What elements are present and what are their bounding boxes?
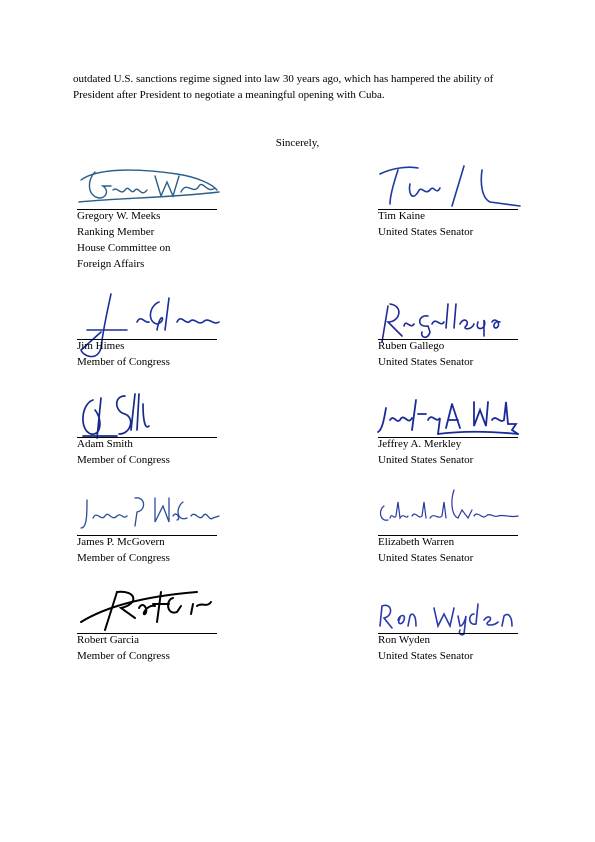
- signer-name: Gregory W. Meeks: [77, 210, 161, 222]
- signer-details: [77, 632, 170, 664]
- signer-name: Jim Himes: [77, 340, 125, 352]
- signer-title: Member of Congress: [77, 552, 170, 564]
- signature-block-warren: [378, 488, 538, 568]
- signature-block-merkley: [378, 390, 538, 470]
- handwritten-signature: [77, 162, 222, 212]
- signer-name: Jeffrey A. Merkley: [378, 438, 462, 450]
- handwritten-signature: [378, 292, 523, 342]
- signer-details: [77, 208, 171, 272]
- closing-salutation: Sincerely,: [275, 137, 320, 149]
- signer-details: [378, 208, 473, 240]
- signer-title: United States Senator: [378, 226, 474, 238]
- signer-details: [378, 632, 473, 664]
- handwritten-signature: [77, 292, 222, 342]
- signer-name: Ron Wyden: [378, 634, 430, 646]
- handwritten-signature: [77, 390, 222, 440]
- signer-title: Ranking Member: [77, 226, 155, 238]
- signer-name: James P. McGovern: [77, 536, 165, 548]
- signature-block-garcia: [77, 586, 237, 666]
- signature-block-wyden: [378, 586, 538, 666]
- signer-title: Member of Congress: [77, 454, 170, 466]
- signer-title: United States Senator: [378, 356, 474, 368]
- signer-details: [77, 534, 170, 566]
- signer-title: United States Senator: [378, 650, 474, 662]
- signature-block-gallego: [378, 292, 538, 372]
- signature-block-kaine: [378, 162, 538, 242]
- signature-block-smith: [77, 390, 237, 470]
- handwritten-signature: [77, 586, 222, 636]
- signer-name: Tim Kaine: [378, 210, 425, 222]
- signer-details: [378, 534, 473, 566]
- body-paragraph: outdated U.S. sanctions regime signed into law 30 years ago, which has hampered the ability of President after President to negotiate a meaningful opening with Cuba.: [73, 73, 494, 101]
- signer-details: [77, 338, 170, 370]
- signer-name: Ruben Gallego: [378, 340, 445, 352]
- signature-block-himes: [77, 292, 237, 372]
- signer-title: United States Senator: [378, 454, 474, 466]
- signer-title: Foreign Affairs: [77, 258, 145, 270]
- signature-block-mcgovern: [77, 488, 237, 568]
- signer-details: [77, 436, 170, 468]
- handwritten-signature: [378, 162, 523, 212]
- handwritten-signature: [77, 488, 222, 538]
- signer-details: [378, 436, 473, 468]
- signer-name: Adam Smith: [77, 438, 133, 450]
- signer-title: Member of Congress: [77, 356, 170, 368]
- handwritten-signature: [378, 390, 523, 440]
- signature-block-meeks: [77, 162, 237, 272]
- signer-title: Member of Congress: [77, 650, 170, 662]
- signer-title: United States Senator: [378, 552, 474, 564]
- signer-name: Robert Garcia: [77, 634, 139, 646]
- signer-details: [378, 338, 473, 370]
- handwritten-signature: [378, 586, 523, 636]
- signer-name: Elizabeth Warren: [378, 536, 455, 548]
- handwritten-signature: [378, 488, 523, 538]
- signer-title: House Committee on: [77, 242, 171, 254]
